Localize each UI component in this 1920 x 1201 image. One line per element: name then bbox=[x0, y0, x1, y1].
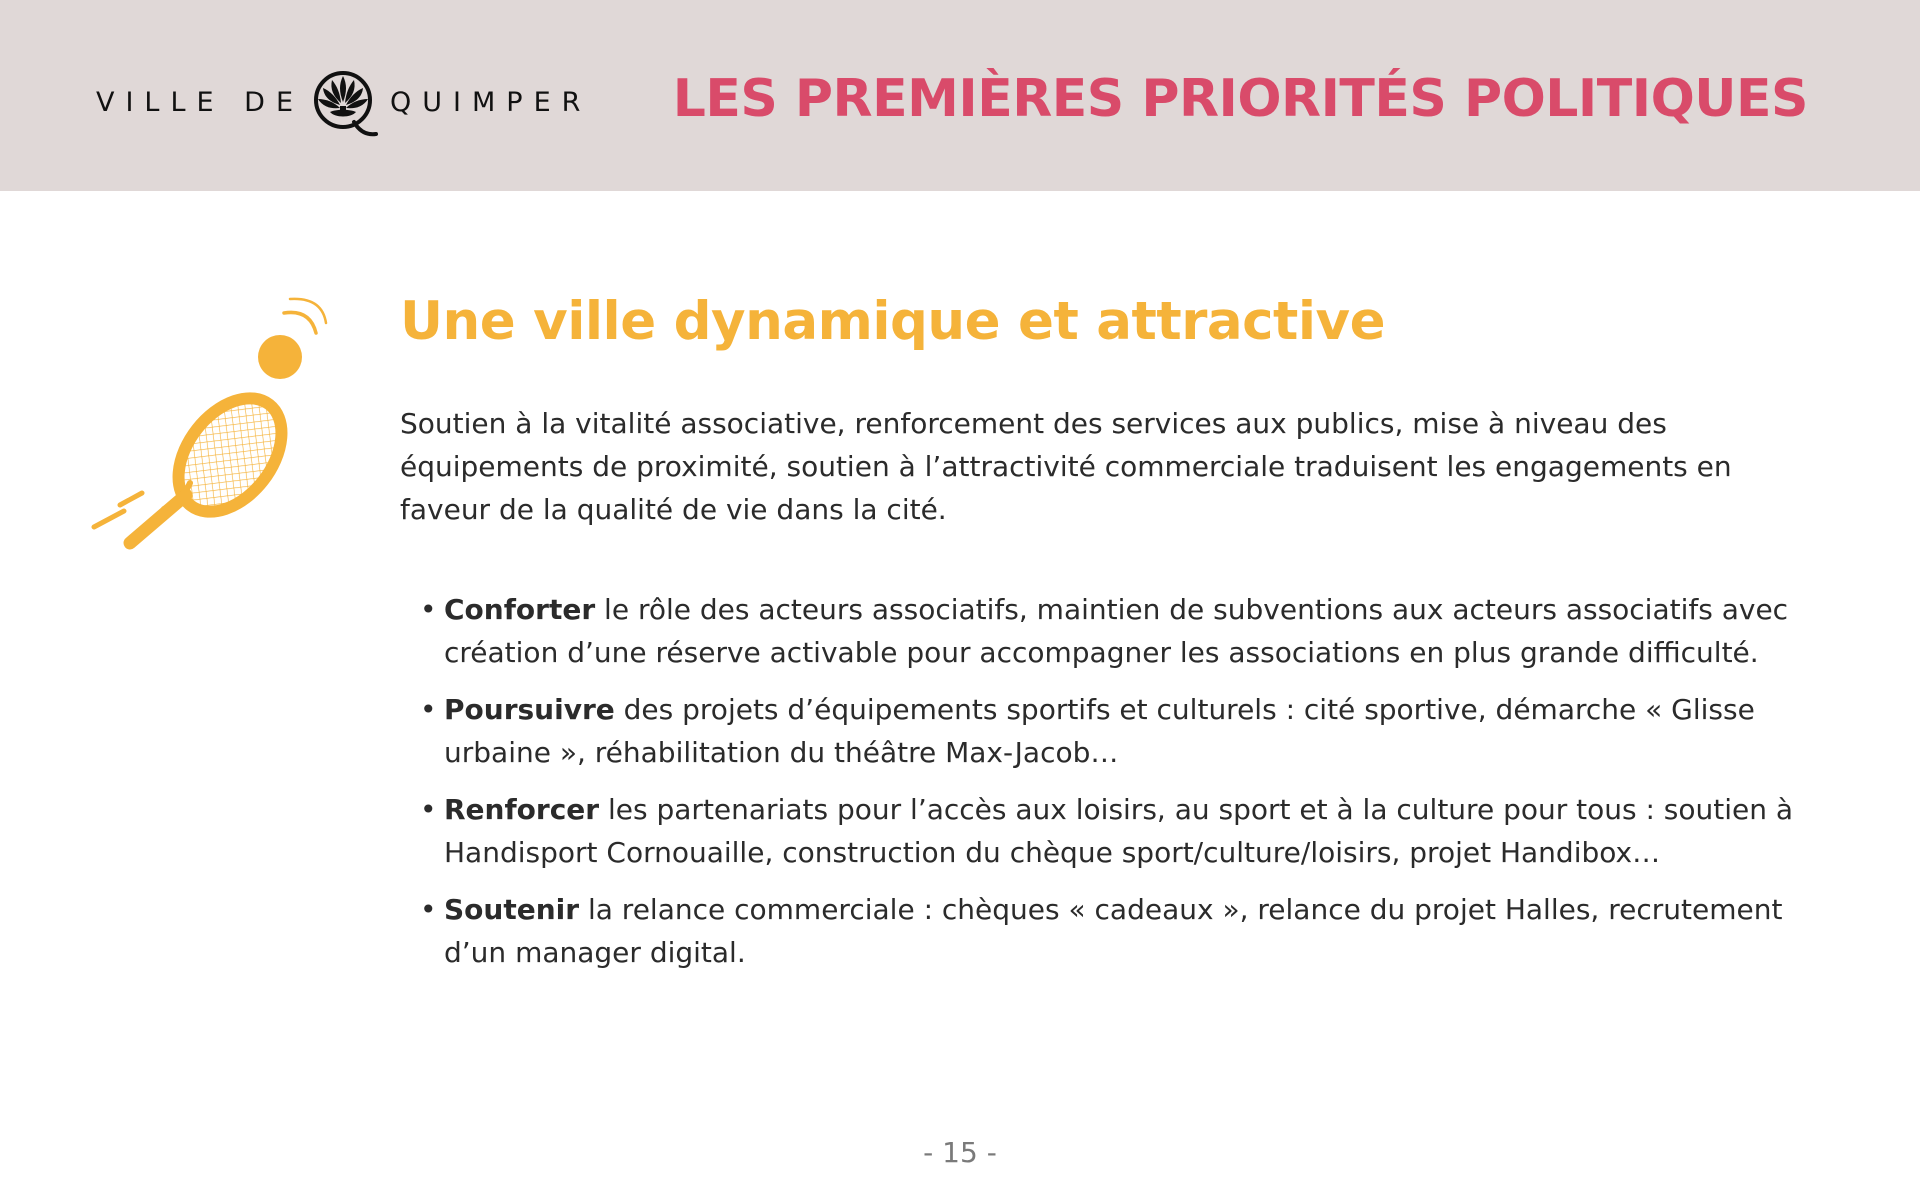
bullet-keyword: Conforter bbox=[444, 593, 596, 626]
logo-text-left: VILLE DE bbox=[96, 86, 305, 118]
bullet-text: le rôle des acteurs associatifs, maintien de subventions aux acteurs associatifs avec création d’une réserve activable pour accompagner les associations en plus grande difficulté. bbox=[444, 593, 1789, 669]
bullet-text: les partenariats pour l’accès aux loisirs, au sport et à la culture pour tous : soutien à Handisport Cornouaille, construction du chèque sport/culture/loisirs, projet Handibox… bbox=[444, 793, 1794, 869]
page-header bbox=[0, 0, 1920, 191]
bullet-keyword: Renforcer bbox=[444, 793, 600, 826]
intro-paragraph: Soutien à la vitalité associative, renforcement des services aux publics, mise à niveau des équipements de proximité, soutien à l’attractivité commerciale traduisent les engagements en faveur de la qualité de vie dans la cité. bbox=[400, 407, 1732, 526]
bullet-text: des projets d’équipements sportifs et culturels : cité sportive, démarche « Glisse urbaine », réhabilitation du théâtre Max-Jacob… bbox=[444, 693, 1755, 769]
bullet-marker: • bbox=[420, 893, 437, 926]
bullet-keyword: Soutenir bbox=[444, 893, 580, 926]
bullet-text: la relance commerciale : chèques « cadeaux », relance du projet Halles, recrutement d’un manager digital. bbox=[444, 893, 1783, 969]
list-item bbox=[420, 588, 1820, 674]
bullet-keyword: Poursuivre bbox=[444, 693, 615, 726]
quimper-emblem-icon bbox=[302, 62, 384, 142]
list-item bbox=[420, 688, 1820, 774]
priorities-list bbox=[420, 588, 1820, 988]
bullet-marker: • bbox=[420, 793, 437, 826]
page-number: - 15 - bbox=[923, 1136, 997, 1169]
ville-de-quimper-logo bbox=[96, 62, 591, 142]
logo-text-right: QUIMPER bbox=[390, 86, 592, 118]
header-title: LES PREMIÈRES PRIORITÉS POLITIQUES bbox=[672, 69, 1808, 129]
tennis-racket-icon bbox=[90, 295, 330, 555]
section-title: Une ville dynamique et attractive bbox=[400, 291, 1386, 352]
list-item bbox=[420, 788, 1820, 874]
list-item bbox=[420, 888, 1820, 974]
bullet-marker: • bbox=[420, 693, 437, 726]
bullet-marker: • bbox=[420, 593, 437, 626]
